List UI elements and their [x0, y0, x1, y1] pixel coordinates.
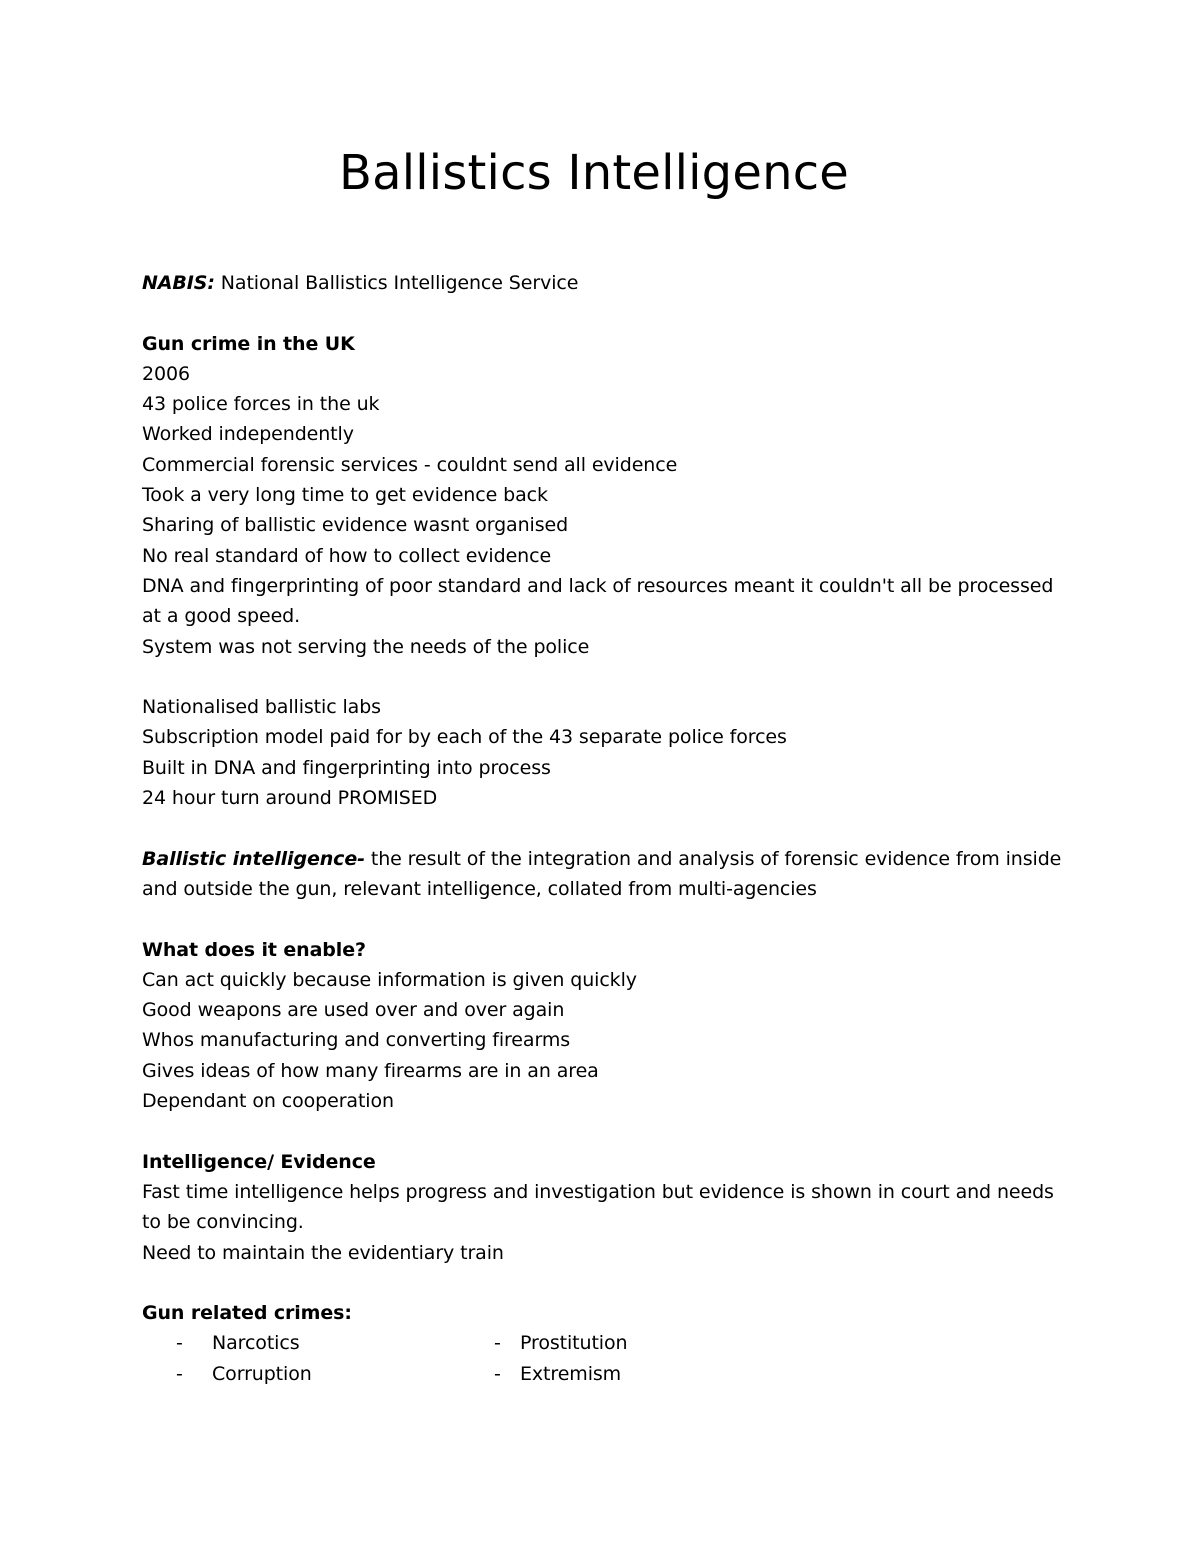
gun-crime-line: No real standard of how to collect evidence	[142, 544, 552, 567]
nationalised-line: Nationalised ballistic labs	[142, 696, 381, 719]
nabis-definition	[142, 268, 1062, 298]
nabis-text: National Ballistics Intelligence Service	[214, 272, 579, 294]
nabis-term: NABIS:	[142, 272, 215, 294]
intel-evidence-line: Need to maintain the evidentiary train	[142, 1241, 504, 1264]
list-bullet: -	[176, 1363, 183, 1386]
spacer	[142, 662, 1062, 692]
enable-line: Dependant on cooperation	[142, 1090, 394, 1113]
section-heading-intel-evidence: Intelligence/ Evidence	[142, 1150, 376, 1173]
list-item: Corruption	[212, 1363, 312, 1386]
section-heading-gun-crime: Gun crime in the UK	[142, 332, 355, 355]
enable-line: Whos manufacturing and converting firearms	[142, 1029, 571, 1052]
list-item: Extremism	[520, 1363, 622, 1386]
spacer	[142, 813, 1062, 843]
ballistic-intelligence-definition	[142, 844, 1062, 905]
nationalised-line: 24 hour turn around PROMISED	[142, 787, 438, 810]
document-body	[142, 268, 1062, 1390]
gun-crime-line: 43 police forces in the uk	[142, 393, 380, 416]
nationalised-line: Built in DNA and fingerprinting into process	[142, 756, 551, 779]
section-heading-gun-related: Gun related crimes:	[142, 1302, 352, 1325]
gun-crime-line: DNA and fingerprinting of poor standard and lack of resources meant it couldn't all be processed at a good speed.	[142, 574, 1054, 628]
list-item: Prostitution	[520, 1332, 628, 1355]
gun-crime-line: System was not serving the needs of the police	[142, 635, 590, 658]
gun-crime-line: Took a very long time to get evidence back	[142, 484, 548, 507]
enable-line: Can act quickly because information is given quickly	[142, 968, 637, 991]
list-bullet: -	[176, 1332, 183, 1355]
page-title: Ballistics Intelligence	[338, 145, 850, 201]
spacer	[142, 298, 1062, 328]
list-bullet: -	[494, 1363, 501, 1386]
gun-crime-line: Sharing of ballistic evidence wasnt organised	[142, 514, 569, 537]
nationalised-line: Subscription model paid for by each of the 43 separate police forces	[142, 726, 787, 749]
list-bullet: -	[494, 1332, 501, 1355]
section-heading-enable: What does it enable?	[142, 938, 366, 961]
enable-line: Gives ideas of how many firearms are in an area	[142, 1059, 599, 1082]
ballistic-intelligence-term: Ballistic intelligence-	[142, 847, 365, 870]
spacer	[142, 1268, 1062, 1298]
gun-crime-line: 2006	[142, 362, 190, 385]
gun-crime-line: Commercial forensic services - couldnt send all evidence	[142, 453, 678, 476]
list-item: Narcotics	[212, 1332, 300, 1355]
ballistic-intelligence-text: the result of the integration and analysis of forensic evidence from inside and outside the gun, relevant intelligence, collated from multi-agencies	[142, 847, 1062, 900]
gun-crime-line: Worked independently	[142, 423, 354, 446]
spacer	[142, 904, 1062, 934]
enable-line: Good weapons are used over and over again	[142, 999, 565, 1022]
spacer	[142, 1116, 1062, 1146]
intel-evidence-line: Fast time intelligence helps progress and investigation but evidence is shown in court and needs to be convincing.	[142, 1180, 1054, 1234]
gun-related-crimes-list	[142, 1328, 1062, 1390]
